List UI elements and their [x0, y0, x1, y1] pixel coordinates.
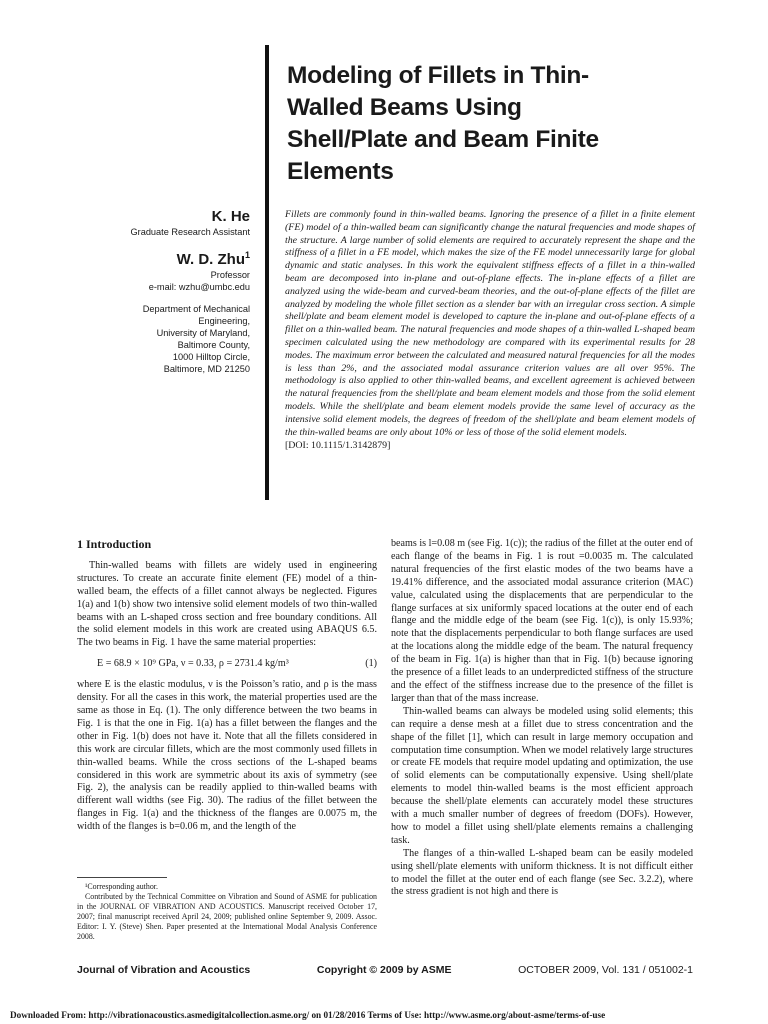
paragraph: The flanges of a thin-walled L-shaped beam can be easily modeled using shell/plate elements with uniform thickness. It is not difficult either to model the fillet at the outer end of each flange (see Sec. 3.2.2), where the stress gradient is not high and there is [391, 847, 693, 898]
paper-title: Modeling of Fillets in Thin-Walled Beams Using Shell/Plate and Beam Finite Elements [287, 62, 599, 185]
footnote [77, 882, 377, 942]
footnote-line: ¹Corresponding author. [85, 882, 158, 891]
author-role-2: Professor [210, 270, 250, 280]
paragraph: Thin-walled beams can always be modeled using solid elements; this can require a dense mesh at a fillet due to stress concentration and the shape of the fillet [1], which can result in large memory occupation and computation time consumption. When we model relatively large structures or create FE models that require model updating and optimization, the use of solid elements can be computationally expensive. Using shell/plate elements to model thin-walled beams is the most efficient approach because the shell/plate elements can accurately model these structures with a much smaller number of degrees of freedom (DOFs). However, how to model a fillet using shell/plate elements remains a challenging task. [391, 705, 693, 846]
left-column [77, 538, 377, 834]
affiliation-line: University of Maryland, [156, 328, 250, 338]
page-footer [77, 964, 693, 976]
affiliation-line: Baltimore, MD 21250 [163, 364, 250, 374]
footnote-line: Contributed by the Technical Committee on Vibration and Sound of ASME for publication in the JOURNAL OF VIBRATION AND ACOUSTICS. Manuscript received October 17, 2007; final manuscript received April 24, 2009; published online September 9, 2009. Assoc. Editor: I. Y. (Steve) Shen. Paper presented at the International Modal Analysis Conference 2008. [77, 892, 377, 941]
equation-text: E = 68.9 × 10⁹ GPa, ν = 0.33, ρ = 2731.4 kg/m³ [97, 658, 289, 670]
abstract-text: Fillets are commonly found in thin-walled beams. Ignoring the presence of a fillet in a finite element (FE) model of a thin-walled beam can significantly change the natural frequencies and mode shapes of the structure. A large number of solid elements are required to accurately represent the shape and the stiffness of a fillet in a FE model, which makes the size of the FE model unnecessarily large for global dynamic and static analyses. In this work the equivalent stiffness effects of a fillet in a thin-walled beam are decomposed into in-plane and out-of-plane effects. The in-plane effects of a fillet are analyzed using the wide-beam and curved-beam theories, and the out-of-plane effects of the fillet are analyzed by modeling the whole fillet section as a slender bar with an irregular cross section. A simple shell/plate and beam element model is developed to capture the in-plane and out-of-plane effects of a fillet on a thin-walled beam. The natural frequencies and mode shapes of a thin-walled L-shaped beam specimen calculated using the new methodology are compared with its experimental results for 28 modes. The maximum error between the calculated and measured natural frequencies for all the modes is less than 2%, and the associated modal assurance criterion values are all over 95%. The methodology is also applied to other thin-walled beams, and excellent agreement is achieved between the natural frequencies from the shell/plate and beam element models and those from the solid element models. While the shell/plate and beam element models provide the same level of accuracy as the intensive solid element models, the degrees of freedom of the shell/plate and beam element models of the thin-walled beams are only about 10% or less of those of the solid element models. [285, 209, 695, 438]
section-heading: 1 Introduction [77, 537, 152, 551]
download-notice[interactable]: Downloaded From: http://vibrationacoustics.asmedigitalcollection.asme.org/ on 01/28/2016 Terms of Use: http://www.asme.org/about-asme/terms-of-use [10, 1010, 606, 1020]
paragraph: where E is the elastic modulus, ν is the Poisson’s ratio, and ρ is the mass density. For all the cases in this work, the material properties used are the same as those in Eq. (1). The only difference between the two beams in Fig. 1 is that the one in Fig. 1(a) has a fillet between the flanges and the other in Fig. 1(b) does not have it. Note that all the fillets considered in this work are circular fillets, which are the most commonly used fillets in thin-walled beams. While the cross sections of the L-shaped beams considered in this work are symmetric about its axis of symmetry (see Fig. 2), the analysis can be readily applied to thin-walled beams with different wall widths (see Fig. 30). The radius of the fillet between the flanges in Fig. 1(a) and the thickness of the flanges are 0.0075 m, the width of the flanges is b=0.06 m, and the length of the [77, 679, 377, 833]
paragraph: Thin-walled beams with fillets are widely used in engineering structures. To create an accurate finite element (FE) model of a thin-walled beam, the effects of a fillet cannot always be neglected. Figures 1(a) and 1(b) show two intensive solid element models of two thin-walled beams with an L-shaped cross section and free boundary conditions. All the solid element models in this work are created using ABAQUS 6.5. The two beams in Fig. 1 have the same material properties: [77, 559, 377, 649]
doi-link[interactable]: [DOI: 10.1115/1.3142879] [285, 440, 391, 452]
affiliation-line: Baltimore County, [177, 340, 250, 350]
affiliation-line: Department of Mechanical Engineering, [142, 304, 250, 326]
equation-1 [97, 658, 377, 671]
footnote-rule [77, 877, 167, 878]
affiliation-line: 1000 Hilltop Circle, [172, 352, 250, 362]
abstract [285, 209, 695, 453]
paragraph: beams is l=0.08 m (see Fig. 1(c)); the radius of the fillet at the outer end of each flange of the beams in Fig. 1 is rout =0.0035 m. The calculated natural frequencies of the first elastic modes of the two beams have a 19.41% difference, and the associated modal assurance criterion (MAC) value, calculated using the displacements that are perpendicular to the flange surfaces at six uniformly spaced locations at the outer end of each flange and the middle edge of the beam (see Fig. 1(c)), is only 15.93%; note that the displacements perpendicular to both flange surfaces are used at the locations along the middle edge of the beam. The natural frequency of the beam in Fig. 1(a) is higher than that in Fig. 1(b) because ignoring the presence of a fillet leads to an underpredicted stiffness of the structure and the effect of the stiffness increase due to the presence of the fillet is larger than that of the mass increase. [391, 538, 693, 704]
author-block [100, 208, 250, 375]
issue-info: OCTOBER 2009, Vol. 131 / 051002-1 [518, 964, 693, 976]
right-column [391, 538, 693, 899]
author-role-1: Graduate Research Assistant [130, 227, 250, 237]
author-name-2: W. D. Zhu$^1$ [176, 250, 250, 268]
copyright: Copyright © 2009 by ASME [316, 964, 452, 976]
author-name-1: K. He [211, 208, 250, 225]
title-rule [265, 45, 269, 500]
author-email: e-mail: wzhu@umbc.edu [148, 282, 250, 292]
equation-number: (1) [365, 658, 377, 670]
journal-name: Journal of Vibration and Acoustics [77, 964, 251, 976]
